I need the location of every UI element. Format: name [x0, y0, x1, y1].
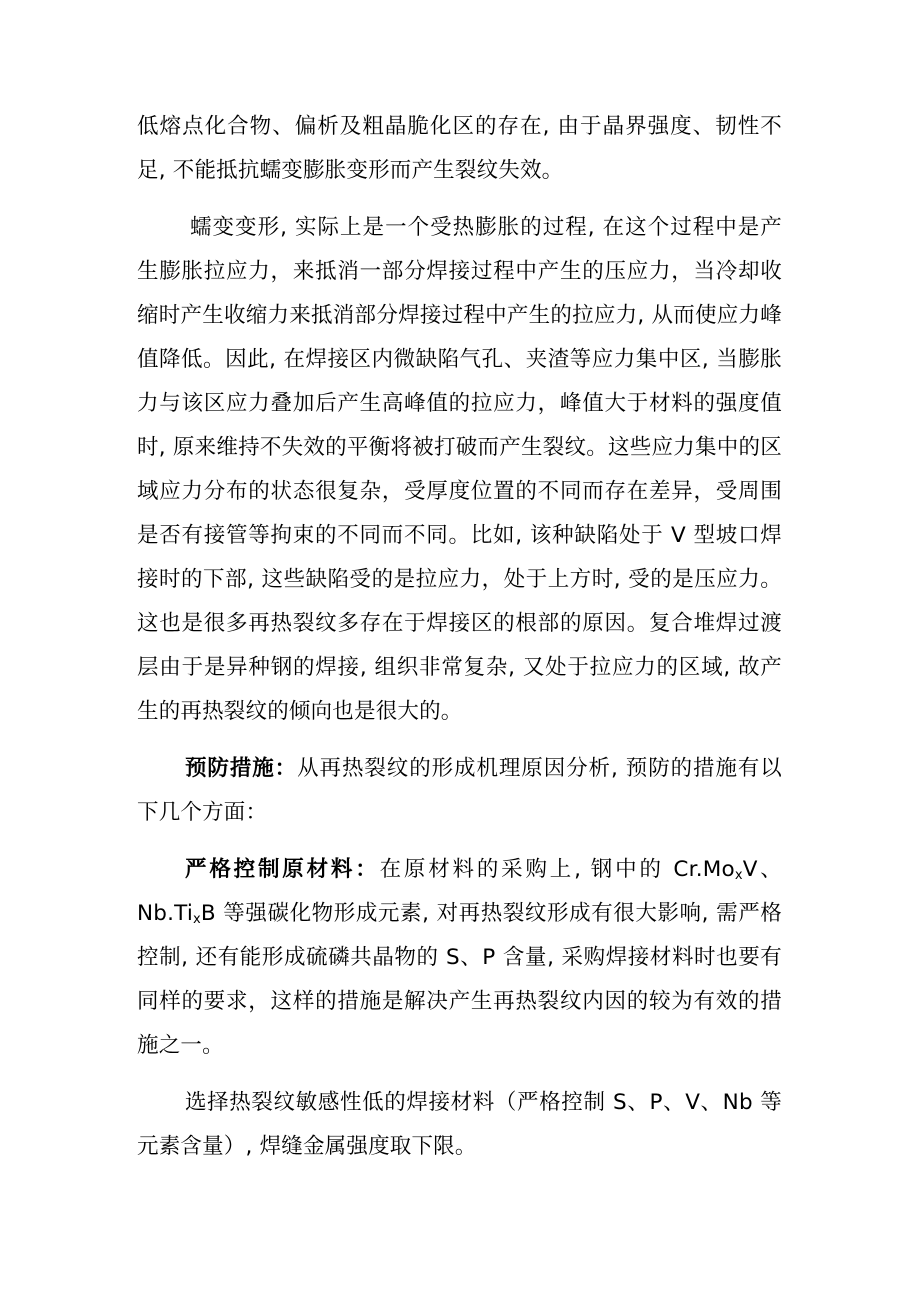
raw-material-text-a: 在原材料的采购上, 钢中的 Cr.Mo	[379, 857, 735, 882]
document-page	[137, 105, 782, 1182]
raw-material-text-c: B 等强碳化物形成元素, 对再热裂纹形成有很大影响, 需严格控制, 还有能形成硫磷共晶物的 S、P 含量, 采购焊接材料时也要有同样的要求，这样的措施是解决产生再热裂纹内因的较为有效的措施之一。	[137, 901, 782, 1058]
raw-material-text-b: V、Nb.Ti	[137, 857, 782, 926]
paragraph-crack-failure: 低熔点化合物、偏析及粗晶脆化区的存在, 由于晶界强度、韧性不足, 不能抵抗蠕变膨胀变形而产生裂纹失效。	[137, 114, 782, 183]
paragraph-raw-material-control	[137, 848, 782, 1068]
paragraph-prevention-measures	[137, 747, 782, 835]
raw-material-label: 严格控制原材料：	[185, 857, 380, 882]
prevention-label: 预防措施：	[185, 756, 298, 781]
paragraph-creep-deformation: 蠕变变形, 实际上是一个受热膨胀的过程, 在这个过程中是产生膨胀拉应力，来抵消一部分焊接过程中产生的压应力，当冷却收缩时产生收缩力来抵消部分焊接过程中产生的拉应力, 从而使应力峰值降低。因此, 在焊接区内微缺陷气孔、夹渣等应力集中区, 当膨胀力与该区应力叠加后产生高峰值的拉应力，峰值大于材料的强度值时, 原来维持不失效的平衡将被打破而产生裂纹。这些应力集中的区域应力分布的状态很复杂，受厚度位置的不同而存在差异，受周围是否有接管等拘束的不同而不同。比如, 该种缺陷处于 V 型坡口焊接时的下部, 这些缺陷受的是拉应力，处于上方时, 受的是压应力。这也是很多再热裂纹多存在于焊接区的根部的原因。复合堆焊过渡层由于是异种钢的焊接, 组织非常复杂, 又处于拉应力的区域, 故产生的再热裂纹的倾向也是很大的。	[137, 215, 782, 724]
subscript-x-mo: x	[734, 868, 743, 883]
paragraph-welding-material-selection: 选择热裂纹敏感性低的焊接材料（严格控制 S、P、V、Nb 等元素含量）, 焊缝金属强度取下限。	[137, 1090, 782, 1159]
prevention-text: 从再热裂纹的形成机理原因分析, 预防的措施有以下几个方面：	[137, 756, 782, 825]
subscript-x-ti: x	[193, 912, 201, 927]
